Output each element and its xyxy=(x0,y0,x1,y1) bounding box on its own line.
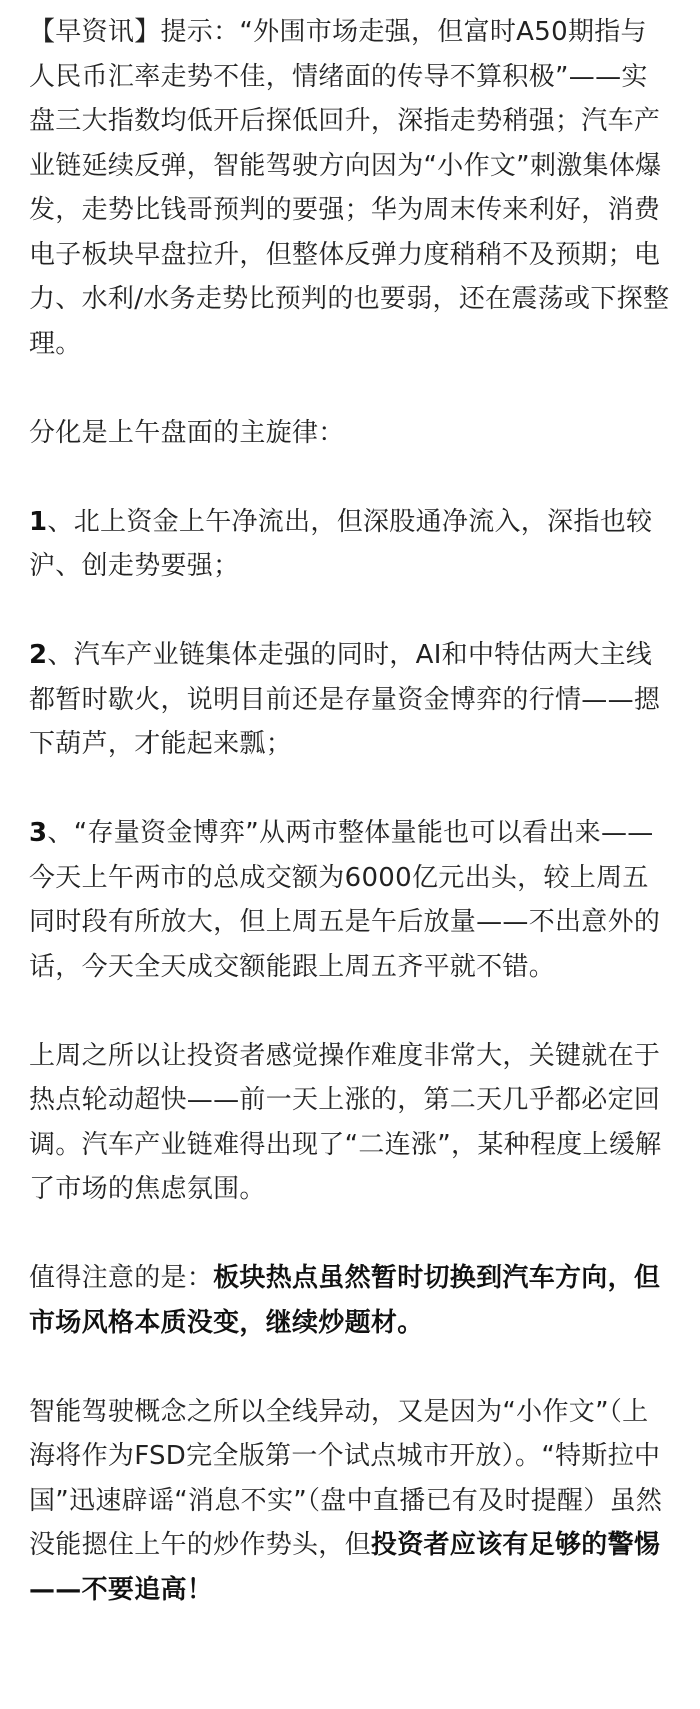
paragraph-emphasis: 板块热点虽然暂时切换到汽车方向，但市场风格本质没变，继续炒题材。 xyxy=(29,1263,661,1338)
paragraph-text: 【早资讯】提示：“外围市场走强，但富时A50期指与人民币汇率走势不佳，情绪面的传导不算积极”——实盘三大指数均低开后探低回升，深指走势稍强；汽车产业链延续反弹，智能驾驶方向因为“小作文”刺激集体爆发，走势比钱哥预判的要强；华为周末传来利好，消费电子板块早盘拉升，但整体反弹力度稍稍不及预期；电力、水利/水务走势比预判的也要弱，还在震荡或下探整理。 xyxy=(29,17,670,359)
paragraph-note xyxy=(29,1256,670,1345)
paragraph-morning-news xyxy=(29,10,670,366)
list-number: 2 xyxy=(29,640,48,670)
paragraph-smart-driving xyxy=(29,1390,670,1613)
list-item-1 xyxy=(29,500,670,589)
paragraph-text: 分化是上午盘面的主旋律： xyxy=(29,417,345,448)
paragraph-divergence xyxy=(29,411,670,456)
paragraph-hotspot-rotation xyxy=(29,1034,670,1212)
list-item-2 xyxy=(29,633,670,767)
paragraph-text: 上周之所以让投资者感觉操作难度非常大，关键就在于热点轮动超快——前一天上涨的，第二天几乎都必定回调。汽车产业链难得出现了“二连涨”，某种程度上缓解了市场的焦虑氛围。 xyxy=(29,1040,662,1204)
paragraph-emphasis: 投资者应该有足够的警惕——不要追高！ xyxy=(29,1530,661,1605)
list-item-text: 、汽车产业链集体走强的同时，AI和中特估两大主线都暂时歇火，说明目前还是存量资金博弈的行情——摁下葫芦，才能起来瓢； xyxy=(29,640,661,759)
list-item-3 xyxy=(29,811,670,989)
list-item-text: 、北上资金上午净流出，但深股通净流入，深指也较沪、创走势要强； xyxy=(29,506,653,581)
paragraph-text: 智能驾驶概念之所以全线异动，又是因为“小作文”（上海将作为FSD完全版第一个试点城市开放）。“特斯拉中国”迅速辟谣“消息不实”（盘中直播已有及时提醒）虽然没能摁住上午的炒作势头，但 xyxy=(29,1396,663,1560)
list-item-text: 、“存量资金博弈”从两市整体量能也可以看出来——今天上午两市的总成交额为6000亿元出头，较上周五同时段有所放大，但上周五是午后放量——不出意外的话，今天全天成交额能跟上周五齐平就不错。 xyxy=(29,818,661,982)
paragraph-lead: 值得注意的是： xyxy=(29,1263,214,1293)
list-number: 3 xyxy=(29,818,48,848)
list-number: 1 xyxy=(29,506,48,537)
